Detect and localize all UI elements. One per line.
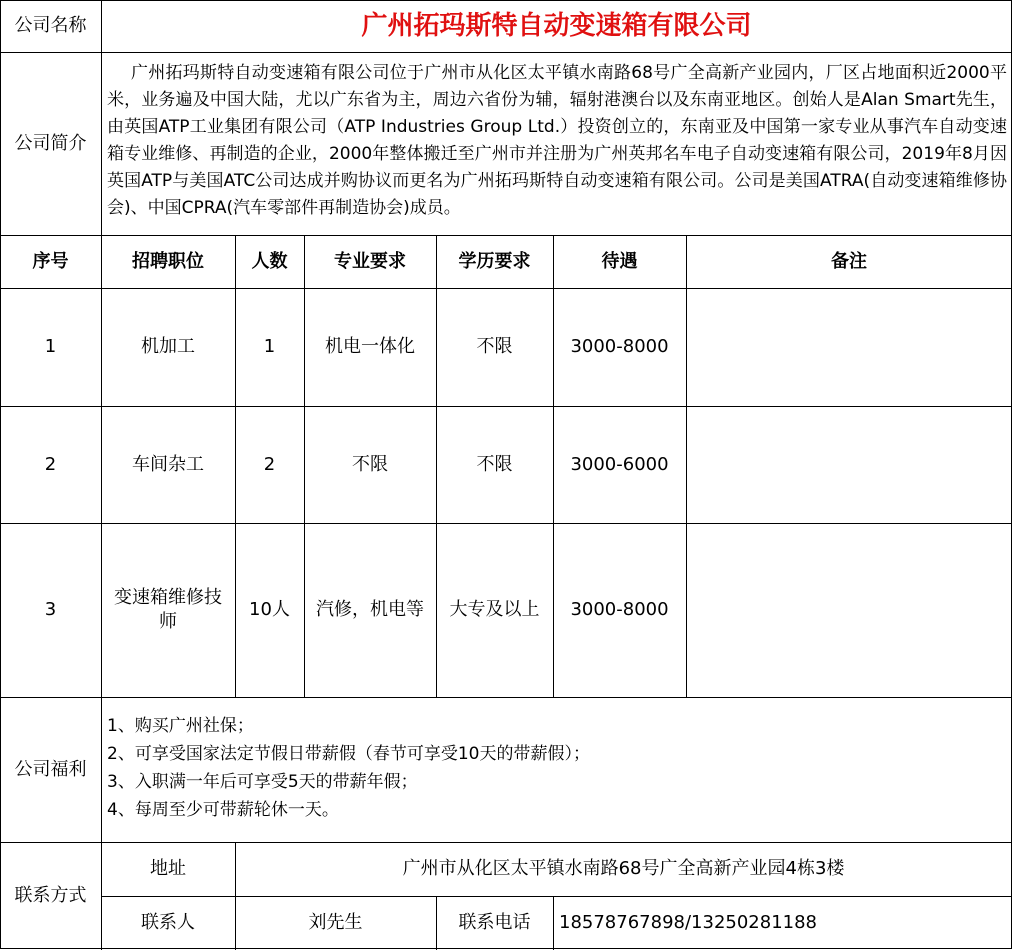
row1-education: 不限 [476,336,513,357]
company-name: 广州拓玛斯特自动变速箱有限公司 [361,11,752,41]
header-notes: 备注 [831,250,867,272]
row2-salary: 3000-6000 [570,453,669,475]
phone-value: 18578767898/13250281188 [559,912,818,933]
row3-position: 变速箱维修技师 [114,587,222,632]
header-position: 招聘职位 [132,250,204,272]
row3-index: 3 [44,599,57,620]
header-education: 学历要求 [458,250,531,272]
row3-major: 汽修，机电等 [316,599,424,620]
benefit-item: 1、购买广州社保； [107,716,254,736]
contact-label: 联系方式 [14,885,87,906]
benefits-list [107,712,987,824]
benefit-item: 2、可享受国家法定节假日带薪假（春节可享受10天的带薪假）； [107,744,590,764]
contact-person-value: 刘先生 [308,912,363,933]
address-value: 广州市从化区太平镇水南路68号广全高新产业园4栋3楼 [402,858,845,879]
header-count: 人数 [251,250,288,272]
row1-notes [686,288,1012,406]
row2-major: 不限 [352,453,388,475]
header-major: 专业要求 [334,250,406,272]
company-intro-label: 公司简介 [14,132,87,154]
company-name-label: 公司名称 [14,15,87,36]
contact-person-label: 联系人 [141,912,195,933]
row2-count: 2 [263,453,276,475]
row3-education: 大专及以上 [449,599,540,620]
row3-notes [686,523,1012,697]
row2-position: 车间杂工 [132,453,204,475]
row2-index: 2 [44,453,57,475]
benefits-label: 公司福利 [14,758,87,780]
row1-position: 机加工 [141,336,195,357]
row1-count: 1 [263,336,276,357]
phone-label: 联系电话 [458,912,531,933]
benefit-item: 3、入职满一年后可享受5天的带薪年假； [107,772,418,792]
header-salary: 待遇 [601,250,638,272]
header-index: 序号 [32,250,69,272]
row3-count: 10人 [249,599,290,620]
company-intro-text: 广州拓玛斯特自动变速箱有限公司位于广州市从化区太平镇水南路68号广全高新产业园内，厂区占地面积近2000平米，业务遍及中国大陆，尤以广东省为主，周边六省份为辅，辐射港澳台以及东南亚地区。创始人是Alan Smart先生，由英国ATP工业集团有限公司（ATP Industries Group Ltd.）投资创立的，东南亚及中国第一家专业从事汽车自动变速箱专业维修、再制造的企业，2000年整体搬迁至广州市并注册为广州英邦名车电子自动变速箱有限公司，2019年8月因英国ATP与美国ATC公司达成并购协议而更名为广州拓玛斯特自动变速箱有限公司。公司是美国ATRA(自动变速箱维修协会)、中国CPRA(汽车零部件再制造协会)成员。 [107,63,1007,218]
row1-index: 1 [44,336,57,357]
address-label: 地址 [150,858,186,879]
row2-notes [686,406,1012,523]
row2-education: 不限 [476,453,513,475]
row1-major: 机电一体化 [325,336,415,357]
benefit-item: 4、每周至少可带薪轮休一天。 [107,800,339,820]
row3-salary: 3000-8000 [570,599,669,620]
row1-salary: 3000-8000 [570,336,669,357]
